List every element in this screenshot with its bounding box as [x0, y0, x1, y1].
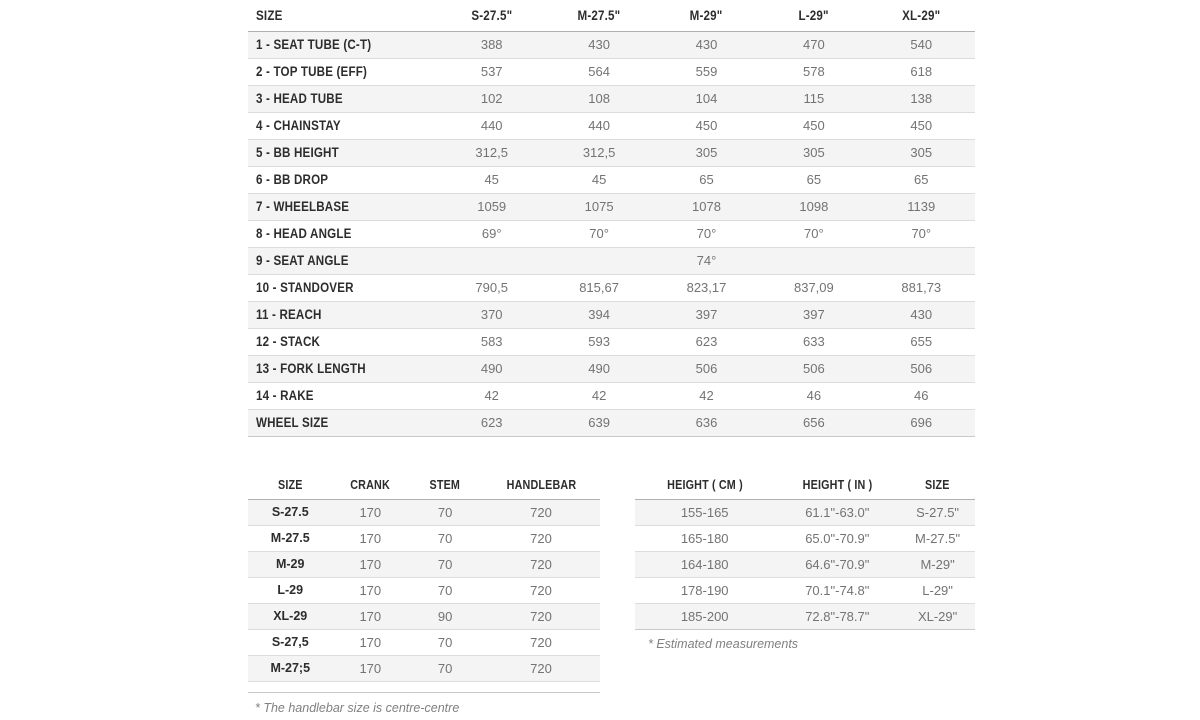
spacer-cell	[248, 681, 600, 692]
value-cell: 430	[695, 37, 718, 52]
row-label-cell: 8 - HEAD ANGLE	[256, 226, 352, 241]
value-cell: 70	[437, 556, 453, 572]
table-row	[248, 355, 975, 382]
value-cell: 1139	[907, 199, 936, 214]
value-cell: 170	[359, 608, 382, 624]
value-cell: 170	[359, 556, 382, 572]
table-row	[248, 409, 975, 436]
geometry-table	[248, 0, 975, 437]
row-label-cell: 9 - SEAT ANGLE	[256, 253, 349, 268]
table-row	[248, 58, 975, 85]
column-header: HEIGHT ( IN )	[802, 477, 873, 492]
geometry-table-header	[248, 0, 975, 31]
components-table	[248, 471, 600, 693]
value-cell: 720	[530, 530, 552, 546]
value-cell: 42	[484, 388, 499, 403]
value-cell: 720	[530, 504, 552, 520]
value-cell: 42	[699, 388, 714, 403]
value-cell: 450	[695, 118, 718, 133]
value-cell: 46	[914, 388, 929, 403]
value-cell: 720	[530, 556, 552, 572]
value-cell: 70	[437, 530, 453, 546]
value-cell: 74°	[696, 253, 717, 268]
value-cell: 312,5	[582, 145, 616, 160]
row-label-cell: M-29	[275, 557, 305, 571]
column-header: SIZE	[256, 7, 283, 23]
components-table-header	[248, 471, 600, 499]
value-cell: 70°	[696, 226, 717, 241]
value-cell: 470	[803, 37, 825, 52]
value-cell: 583	[480, 334, 503, 349]
table-row	[248, 629, 600, 655]
value-cell: L-29"	[922, 582, 953, 598]
handlebar-footnote: * The handlebar size is centre-centre	[255, 700, 460, 715]
value-cell: 837,09	[793, 280, 834, 295]
value-cell: 70°	[911, 226, 932, 241]
value-cell: 90	[437, 608, 453, 624]
value-cell: 61.1"-63.0"	[805, 504, 870, 520]
row-label-cell: M-27.5	[270, 531, 310, 545]
value-cell: 45	[484, 172, 499, 187]
value-cell: 104	[695, 91, 718, 106]
value-cell: 537	[480, 64, 503, 79]
value-cell: 578	[803, 64, 825, 79]
table-row	[635, 577, 975, 603]
value-cell: 70	[437, 660, 453, 676]
value-cell: 170	[359, 582, 382, 598]
value-cell: 65	[699, 172, 714, 187]
table-row	[248, 139, 975, 166]
value-cell: 506	[910, 361, 933, 376]
value-cell: 42	[591, 388, 607, 403]
value-cell: 155-165	[680, 504, 729, 520]
value-cell: 593	[588, 334, 610, 349]
value-cell: 115	[803, 91, 825, 106]
row-label-cell: M-27;5	[270, 661, 311, 675]
components-section	[248, 471, 600, 715]
value-cell: 65	[914, 172, 929, 187]
value-cell: 430	[910, 307, 933, 322]
value-cell: 305	[695, 145, 718, 160]
table-row	[635, 525, 975, 551]
value-cell: 170	[359, 634, 382, 650]
value-cell: 72.8"-78.7"	[805, 608, 870, 624]
value-cell: 108	[588, 91, 610, 106]
column-header: L-29"	[798, 7, 829, 23]
rider-height-table-header	[635, 471, 975, 499]
value-cell: 636	[695, 415, 718, 430]
value-cell: 720	[530, 608, 552, 624]
row-label-cell: 2 - TOP TUBE (EFF)	[256, 64, 368, 79]
value-cell: M-29"	[920, 556, 955, 572]
row-label-cell: 1 - SEAT TUBE (C-T)	[256, 37, 372, 52]
value-cell: 1075	[584, 199, 614, 214]
value-cell: 397	[803, 307, 825, 322]
row-label-cell: WHEEL SIZE	[256, 415, 329, 430]
value-cell: 394	[588, 307, 610, 322]
value-cell: 165-180	[680, 530, 729, 546]
value-cell: 559	[695, 64, 718, 79]
value-cell: 1098	[799, 199, 829, 214]
table-row	[248, 274, 975, 301]
value-cell: 440	[588, 118, 610, 133]
geometry-table-body	[248, 31, 975, 436]
row-label-cell: 12 - STACK	[256, 334, 321, 349]
value-cell: 450	[910, 118, 933, 133]
value-cell: 397	[695, 307, 718, 322]
value-cell: 564	[588, 64, 610, 79]
value-cell: XL-29"	[917, 608, 958, 624]
column-header: SIZE	[925, 477, 950, 492]
components-table-body	[248, 499, 600, 692]
row-label-cell: 11 - REACH	[256, 307, 322, 322]
value-cell: 815,67	[579, 280, 619, 295]
value-cell: 618	[910, 64, 933, 79]
value-cell: 370	[480, 307, 503, 322]
value-cell: 823,17	[686, 280, 727, 295]
row-label-cell: XL-29	[273, 609, 308, 623]
spacer-row	[248, 681, 600, 692]
value-cell: 178-190	[680, 582, 729, 598]
value-cell: 450	[803, 118, 825, 133]
value-cell: 70	[437, 504, 453, 520]
value-cell: 45	[591, 172, 607, 187]
value-cell: 720	[530, 582, 552, 598]
table-row	[248, 247, 975, 274]
value-cell: 490	[480, 361, 503, 376]
column-header: SIZE	[277, 477, 303, 492]
value-cell	[545, 247, 652, 274]
value-cell: 64.6"-70.9"	[805, 556, 870, 572]
value-cell: 540	[910, 37, 933, 52]
value-cell	[868, 247, 975, 274]
table-row	[248, 31, 975, 58]
value-cell: 1078	[692, 199, 721, 214]
value-cell: 138	[910, 91, 933, 106]
row-label-cell: 13 - FORK LENGTH	[256, 361, 366, 376]
table-row	[248, 328, 975, 355]
row-label-cell: 10 - STANDOVER	[256, 280, 354, 295]
value-cell: 170	[359, 504, 382, 520]
column-header: M-27.5"	[577, 7, 621, 23]
table-row	[248, 655, 600, 681]
value-cell: 720	[530, 660, 552, 676]
value-cell: 70	[437, 634, 453, 650]
value-cell	[438, 247, 545, 274]
value-cell: 633	[803, 334, 825, 349]
value-cell: 506	[803, 361, 825, 376]
table-row	[635, 551, 975, 577]
value-cell: 623	[695, 334, 718, 349]
value-cell: S-27.5"	[916, 504, 960, 520]
value-cell: 46	[806, 388, 822, 403]
value-cell: 696	[910, 415, 933, 430]
table-row	[248, 85, 975, 112]
estimated-footnote: * Estimated measurements	[648, 636, 799, 651]
value-cell: 305	[910, 145, 933, 160]
value-cell: 388	[480, 37, 503, 52]
value-cell: 639	[588, 415, 610, 430]
row-label-cell: S-27,5	[271, 635, 309, 649]
value-cell: 1059	[477, 199, 507, 214]
rider-sizing-section	[635, 471, 975, 651]
value-cell: 720	[530, 634, 552, 650]
row-label-cell: 6 - BB DROP	[256, 172, 329, 187]
row-label-cell: L-29	[277, 583, 304, 597]
row-label-cell: 3 - HEAD TUBE	[256, 91, 343, 106]
value-cell: 623	[480, 415, 503, 430]
value-cell: 69°	[481, 226, 502, 241]
table-row	[248, 382, 975, 409]
value-cell: 790,5	[475, 280, 508, 295]
row-label-cell: 4 - CHAINSTAY	[256, 118, 341, 133]
value-cell: 65.0"-70.9"	[805, 530, 870, 546]
column-header: STEM	[429, 477, 461, 492]
value-cell: 170	[359, 530, 382, 546]
table-row	[248, 166, 975, 193]
geometry-section	[248, 0, 975, 437]
value-cell: 490	[588, 361, 610, 376]
row-label-cell: 5 - BB HEIGHT	[256, 145, 339, 160]
row-label-cell: S-27.5	[271, 505, 309, 519]
value-cell: 170	[359, 660, 382, 676]
column-header: HANDLEBAR	[506, 477, 576, 492]
table-row	[248, 193, 975, 220]
column-header: S-27.5"	[471, 7, 513, 23]
table-row	[248, 603, 600, 629]
value-cell: 656	[803, 415, 825, 430]
value-cell: M-27.5"	[915, 530, 961, 546]
table-row	[248, 499, 600, 525]
value-cell: 185-200	[680, 608, 729, 624]
value-cell: 506	[695, 361, 718, 376]
value-cell	[760, 247, 867, 274]
table-row	[248, 301, 975, 328]
column-header: M-29"	[690, 7, 723, 23]
value-cell: 65	[806, 172, 822, 187]
value-cell: 70.1"-74.8"	[805, 582, 870, 598]
table-row	[248, 577, 600, 603]
value-cell: 440	[480, 118, 503, 133]
row-label-cell: 7 - WHEELBASE	[256, 199, 350, 214]
value-cell: 881,73	[901, 280, 942, 295]
value-cell: 70°	[804, 226, 824, 241]
value-cell: 70	[437, 582, 453, 598]
table-row	[635, 603, 975, 629]
table-row	[248, 525, 600, 551]
rider-height-table	[635, 471, 975, 630]
value-cell: 70°	[589, 226, 609, 241]
rider-height-table-body	[635, 499, 975, 629]
value-cell: 305	[803, 145, 825, 160]
table-row	[248, 220, 975, 247]
column-header: XL-29"	[902, 7, 941, 23]
table-row	[248, 551, 600, 577]
value-cell: 430	[588, 37, 610, 52]
column-header: CRANK	[350, 477, 391, 492]
value-cell: 312,5	[475, 145, 508, 160]
value-cell: 655	[910, 334, 933, 349]
row-label-cell: 14 - RAKE	[256, 388, 314, 403]
value-cell: 164-180	[680, 556, 729, 572]
column-header: HEIGHT ( CM )	[666, 477, 743, 492]
table-row	[635, 499, 975, 525]
table-row	[248, 112, 975, 139]
value-cell: 102	[480, 91, 503, 106]
